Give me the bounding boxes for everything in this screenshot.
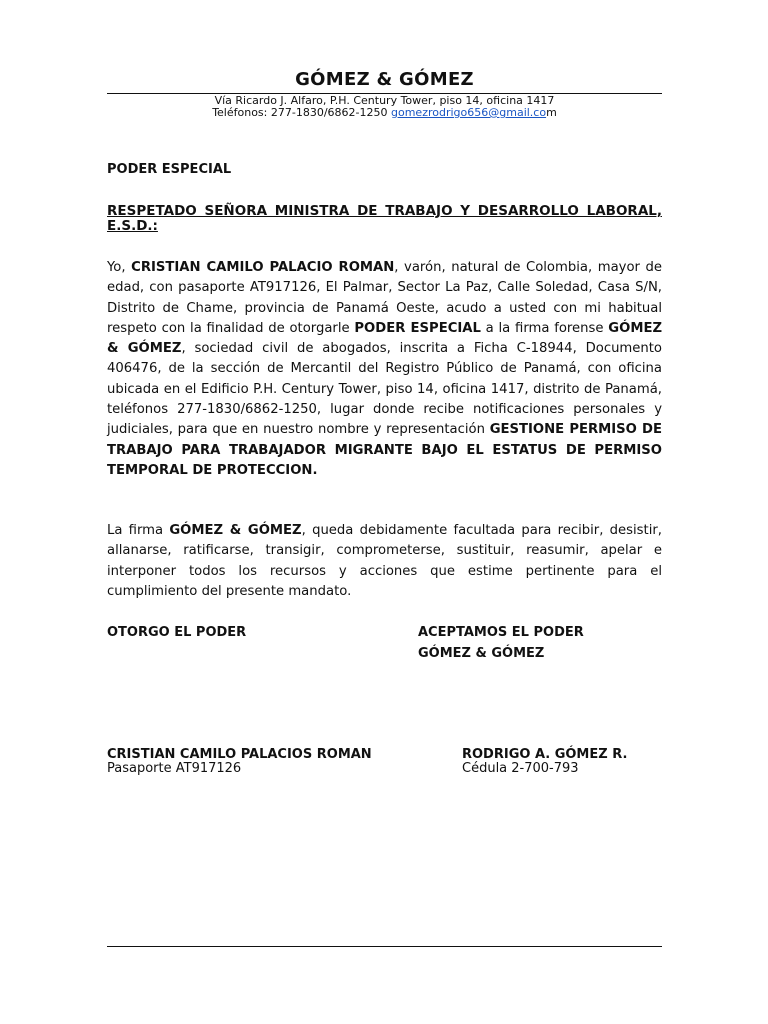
acceptor-firm: GÓMEZ & GÓMEZ	[418, 646, 545, 661]
firm-contact	[107, 106, 662, 119]
grantor-passport: Pasaporte AT917126	[107, 761, 242, 776]
grantor-label: OTORGO EL PODER	[107, 625, 247, 640]
firm-address: Vía Ricardo J. Alfaro, P.H. Century Tower, piso 14, oficina 1417	[214, 94, 555, 107]
p1-poder-especial: PODER ESPECIAL	[354, 320, 481, 336]
body-paragraph-1	[107, 258, 662, 481]
p1-text-3: a la firma forense	[480, 320, 609, 336]
email-tail: m	[546, 106, 557, 119]
acceptor-label: ACEPTAMOS EL PODER	[418, 625, 584, 640]
phones-text: Teléfonos: 277-1830/6862-1250	[212, 106, 391, 119]
grantor-signature-name: CRISTIAN CAMILO PALACIOS ROMAN	[107, 747, 372, 762]
p1-grantor-name: CRISTIAN CAMILO PALACIO ROMAN	[131, 260, 395, 275]
body-paragraph-2	[107, 521, 662, 602]
salutation: RESPETADO SEÑORA MINISTRA DE TRABAJO Y DESARROLLO LABORAL, E.S.D.:	[107, 203, 662, 234]
footer-divider	[107, 946, 662, 947]
acceptor-id: Cédula 2-700-793	[462, 761, 579, 776]
p1-firm-name: GÓMEZ & GÓMEZ	[107, 320, 663, 357]
email-link[interactable]: gomezrodrigo656@gmail.co	[391, 106, 547, 119]
p2-firm-name: GÓMEZ & GÓMEZ	[169, 523, 302, 538]
p2-text-2: , queda debidamente facultada para recibir, desistir, allanarse, ratificarse, transigir, comprometerse, sustituir, reasumir, apelar e interponer todos los recursos y acciones que estime pertinente para el cumplimiento del presente mandato.	[107, 523, 662, 599]
acceptor-signature-name: RODRIGO A. GÓMEZ R.	[462, 747, 628, 762]
p1-text-4: , sociedad civil de abogados, inscrita a Ficha C-18944, Documento 406476, de la sección de Mercantil del Registro Público de Panamá, con oficina ubicada en el Edificio P.H. Century Tower, piso 14, oficina 1417, distrito de Panamá, teléfonos 277-1830/6862-1250, lugar donde recibe notificaciones personales y judiciales, para que en nuestro nombre y representación	[107, 341, 662, 438]
p1-text-1: Yo,	[107, 260, 132, 275]
p2-text-1: La firma	[107, 523, 170, 538]
p1-text-2: , varón, natural de Colombia, mayor de edad, con pasaporte AT917126, El Palmar, Sector La Paz, Calle Soledad, Casa S/N, Distrito de Chame, provincia de Panamá Oeste, acudo a usted con mi habitual respeto con la finalidad de otorgarle	[107, 260, 662, 336]
p1-purpose: GESTIONE PERMISO DE TRABAJO PARA TRABAJADOR MIGRANTE BAJO EL ESTATUS DE PERMISO TEMPORAL DE PROTECCION.	[107, 422, 662, 478]
firm-name-heading: GÓMEZ & GÓMEZ	[295, 69, 474, 90]
document-title: PODER ESPECIAL	[107, 162, 232, 177]
